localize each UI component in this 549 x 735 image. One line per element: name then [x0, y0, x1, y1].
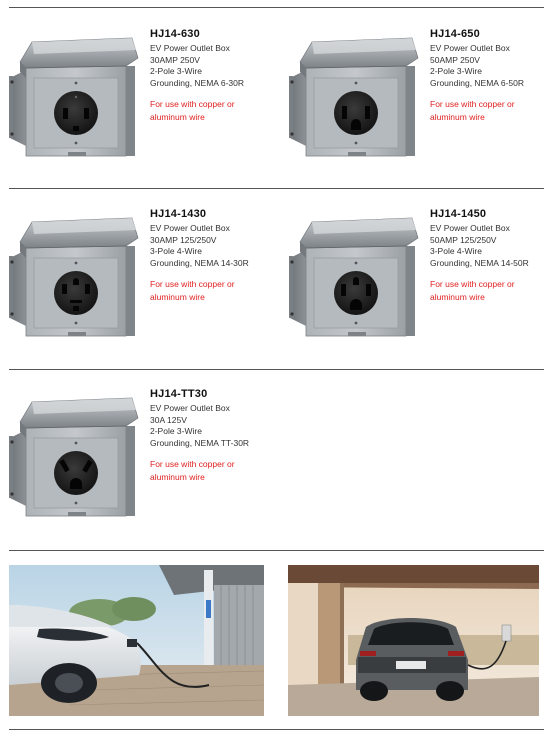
- divider-bottom: [9, 729, 544, 730]
- nema-14-30r-receptacle: [54, 271, 98, 315]
- model-number: HJ14-1450: [430, 208, 487, 220]
- nema-6-50r-receptacle: [334, 91, 378, 135]
- outlet-box-image: [4, 208, 149, 338]
- product-card: [284, 28, 549, 198]
- product-info: [150, 388, 274, 483]
- spec-description: EV Power Outlet Box: [430, 223, 510, 233]
- spec-poles: 2-Pole 3-Wire: [150, 66, 202, 76]
- outlet-box-image: [4, 388, 149, 518]
- product-card: [4, 388, 274, 558]
- wire-note: For use with copper or aluminum wire: [150, 459, 235, 482]
- product-card: [284, 208, 549, 378]
- outlet-box-image: [284, 28, 429, 158]
- model-number: HJ14-1430: [150, 208, 207, 220]
- model-number: HJ14-630: [150, 28, 200, 40]
- spec-description: EV Power Outlet Box: [150, 223, 230, 233]
- product-info: [150, 28, 274, 123]
- nema-6-30r-receptacle: [54, 91, 98, 135]
- photo-ev-charging-outdoor: [9, 565, 264, 716]
- spec-description: EV Power Outlet Box: [150, 403, 230, 413]
- spec-poles: 2-Pole 3-Wire: [150, 426, 202, 436]
- nema-14-50r-receptacle: [334, 271, 378, 315]
- nema-tt-30r-receptacle: [54, 451, 98, 495]
- wire-note: For use with copper or aluminum wire: [150, 99, 235, 122]
- wire-note: For use with copper or aluminum wire: [150, 279, 235, 302]
- spec-poles: 2-Pole 3-Wire: [430, 66, 482, 76]
- spec-description: EV Power Outlet Box: [430, 43, 510, 53]
- spec-nema: Grounding, NEMA 6-50R: [430, 77, 525, 88]
- spec-rating: 30AMP 125/250V: [150, 234, 217, 245]
- spec-rating: 30A 125V: [150, 414, 187, 425]
- spec-poles: 3-Pole 4-Wire: [150, 246, 202, 256]
- product-info: [430, 28, 549, 123]
- divider-top: [9, 7, 544, 8]
- spec-rating: 50AMP 125/250V: [430, 234, 497, 245]
- outlet-box-image: [284, 208, 429, 338]
- spec-nema: Grounding, NEMA 14-50R: [430, 257, 529, 268]
- model-number: HJ14-TT30: [150, 388, 208, 400]
- product-info: [150, 208, 274, 303]
- spec-description: EV Power Outlet Box: [150, 43, 230, 53]
- spec-nema: Grounding, NEMA 6-30R: [150, 77, 245, 88]
- product-info: [430, 208, 549, 303]
- outlet-box-image: [4, 28, 149, 158]
- spec-nema: Grounding, NEMA TT-30R: [150, 437, 250, 448]
- wire-note: For use with copper or aluminum wire: [430, 99, 515, 122]
- wire-note: For use with copper or aluminum wire: [430, 279, 515, 302]
- product-card: [4, 28, 274, 198]
- model-number: HJ14-650: [430, 28, 480, 40]
- photo-ev-charging-garage: [288, 565, 539, 716]
- spec-rating: 30AMP 250V: [150, 54, 200, 65]
- product-card: [4, 208, 274, 378]
- spec-rating: 50AMP 250V: [430, 54, 480, 65]
- spec-poles: 3-Pole 4-Wire: [430, 246, 482, 256]
- spec-nema: Grounding, NEMA 14-30R: [150, 257, 249, 268]
